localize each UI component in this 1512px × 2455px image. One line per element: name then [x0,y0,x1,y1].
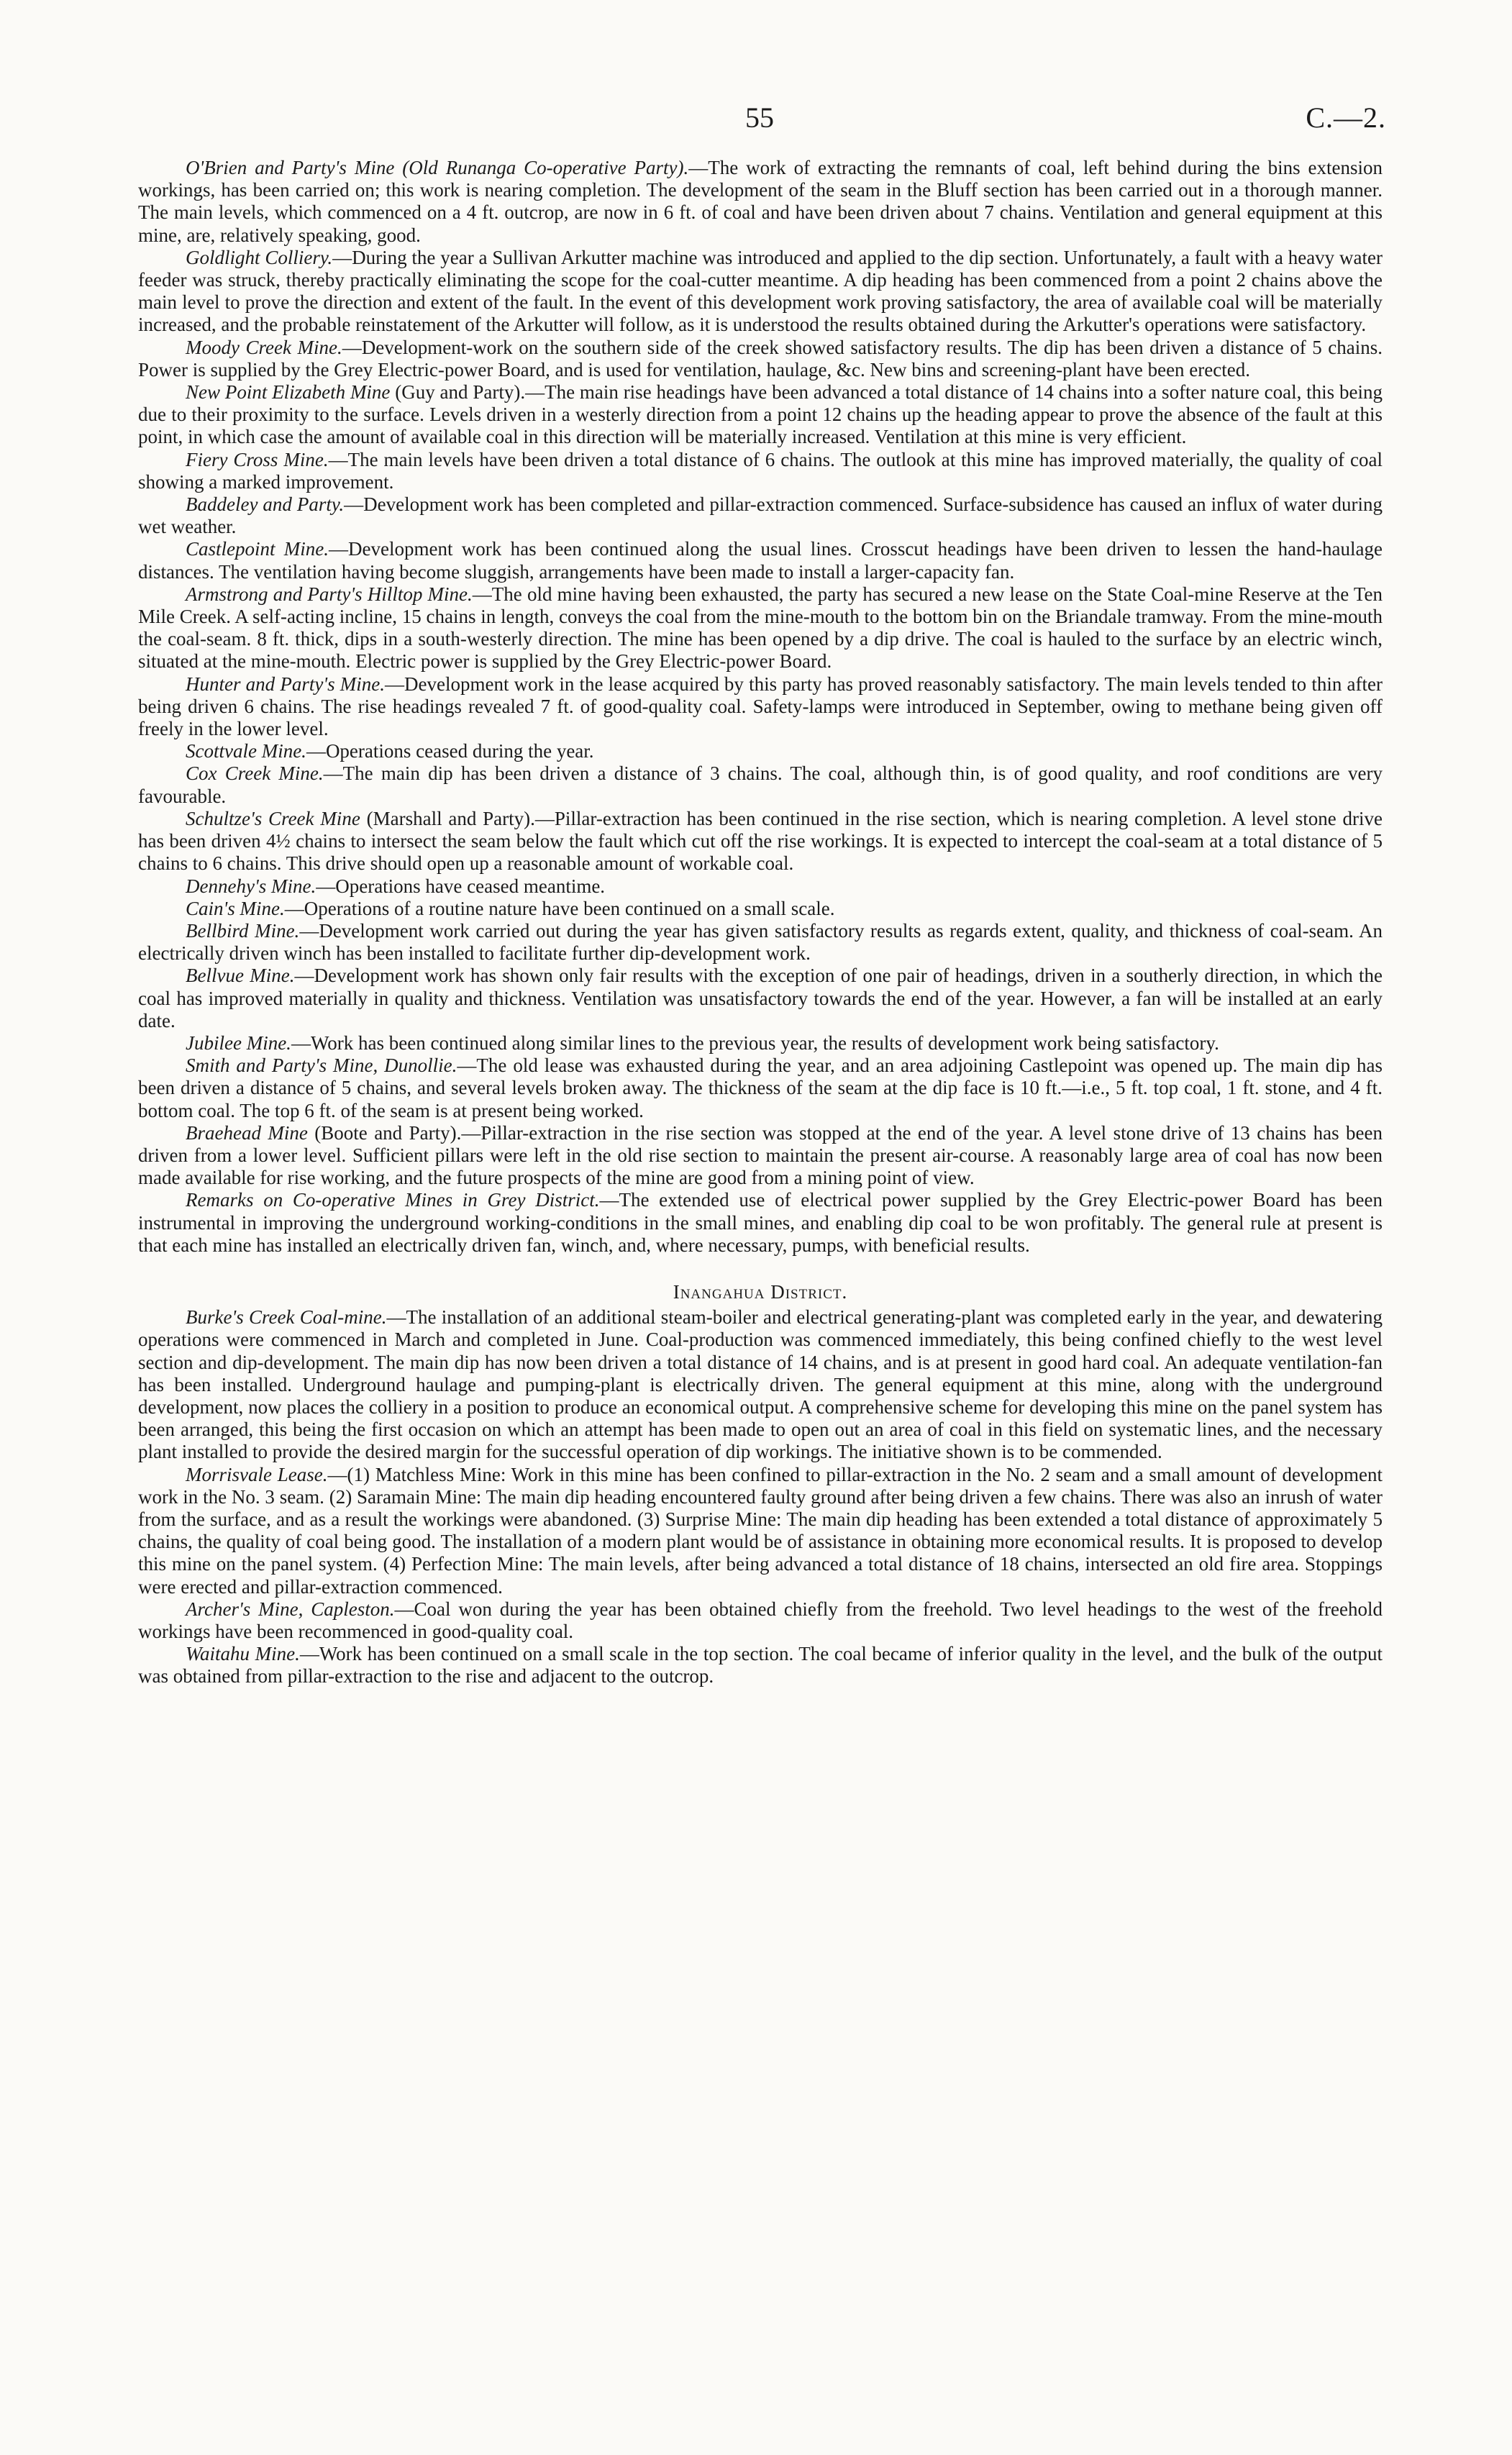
mine-report-paragraph [138,1189,1383,1257]
mine-report-paragraph [138,247,1383,337]
inangahua-district-heading: Inangahua District. [673,1280,848,1303]
mine-report-text: —Development-work on the southern side of the creek showed satisfactory results. The dip has been driven a distance of 5 chains. Power is supplied by the Grey Electric-power Board, and is used for ventilation, haulage, &c. New bins and screening-plant have been erected. [138,336,1383,381]
mine-name: Cain's Mine. [186,897,285,919]
mine-report-text: —During the year a Sullivan Arkutter machine was introduced and applied to the dip section. Unfortunately, a fault with a heavy water feeder was struck, thereby practically eliminating the scope for the coal-cutter meantime. A dip heading has been commenced from a point 2 chains above the main level to prove the direction and extent of the fault. In the event of this development work proving satisfactory, the area of available coal will be materially increased, and the probable reinstatement of the Arkutter will follow, as it is understood the results obtained during the Arkutter's operations were satisfactory. [138,246,1383,336]
mine-name: Castlepoint Mine. [186,538,329,560]
mine-name: Dennehy's Mine. [186,875,316,897]
mine-name: Goldlight Colliery. [186,246,333,268]
mine-report-text: —The installation of an additional steam-boiler and electrical generating-plant was completed early in the year, and dewatering operations were commenced in March and completed in June. Coal-production was commenced immediately, this being confined chiefly to the west level section and dip-development. The main dip has now been driven a total distance of 14 chains, and is at present in good hard coal. An adequate ventilation-fan has been installed. Underground haulage and pumping-plant is electrically driven. The general equipment at this mine, along with the underground development, now places the colliery in a position to produce an economical output. A comprehensive scheme for developing this mine on the panel system has been arranged, this being the first occasion on which an attempt has been made to open out an area of coal in this field on systematic lines, and the necessary plant installed to provide the desired margin for the successful operation of dip workings. The initiative shown is to be commended. [138,1306,1383,1463]
mine-report-text: —The old lease was exhausted during the year, and an area adjoining Castlepoint was opened up. The main dip has been driven a distance of 5 chains, and several levels broken away. The thickness of the seam at the dip face is 10 ft.—i.e., 5 ft. top coal, 1 ft. stone, and 4 ft. bottom coal. The top 6 ft. of the seam is at present being worked. [138,1055,1383,1121]
mine-report-paragraph [138,1032,1383,1055]
mine-report-text: (Guy and Party).—The main rise headings have been advanced a total distance of 14 chains into a softer nature coal, this being due to their proximity to the surface. Levels driven in a westerly direction from a point 12 chains up the heading appear to prove the absence of the fault at this point, in which case the amount of available coal in this direction will be materially increased. Ventilation at this mine is very efficient. [138,381,1383,448]
mine-name: Cox Creek Mine. [186,762,324,785]
mine-name: Bellbird Mine. [186,919,300,942]
mine-report-paragraph [138,762,1383,807]
mine-name: Fiery Cross Mine. [186,448,329,470]
mine-name: Moody Creek Mine. [186,336,342,358]
mine-report-paragraph [138,920,1383,965]
mine-name: Remarks on Co-operative Mines in Grey District. [186,1189,600,1211]
mine-report-text: —Development work has been completed and pillar-extraction commenced. Surface-subsidence has caused an influx of water during wet weather. [138,493,1383,538]
mine-name: Schultze's Creek Mine [186,807,360,829]
mine-report-paragraph [138,1598,1383,1643]
mine-report-text: —The main levels have been driven a total distance of 6 chains. The outlook at this mine has improved materially, the quality of coal showing a marked improvement. [138,448,1383,493]
mine-report-paragraph [138,157,1383,247]
mine-report-text: (Marshall and Party).—Pillar-extraction has been continued in the rise section, which is nearing completion. A level stone drive has been driven 4½ chains to intersect the seam below the fault which cut off the rise workings. It is expected to intercept the coal-seam at a total distance of 5 chains to 6 chains. This drive should open up a reasonable amount of workable coal. [138,807,1383,875]
grey-district-section [138,157,1383,1257]
mine-report-text: —The extended use of electrical power supplied by the Grey Electric-power Board has been instrumental in improving the underground working-conditions in the small mines, and enabling dip coal to be won profitably. The general rule at present is that each mine has installed an electrically driven fan, winch, and, where necessary, pumps, with beneficial results. [138,1189,1383,1256]
mine-report-paragraph [138,740,1383,762]
mine-name: Jubilee Mine. [186,1031,291,1054]
mine-name: O'Brien and Party's Mine (Old Runanga Co-operative Party). [186,157,689,178]
mine-name: Baddeley and Party. [186,493,345,516]
mine-report-paragraph [138,673,1383,741]
mine-name: Morrisvale Lease. [186,1463,328,1485]
mine-report-paragraph [138,538,1383,583]
mine-report-text: —Development work in the lease acquired by this party has proved reasonably satisfactory. The main levels tended to thin after being driven 6 chains. The rise headings revealed 7 ft. of good-quality coal. Safety-lamps were introduced in September, owing to methane being given off freely in the lower level. [138,673,1383,740]
mine-report-text: —Development work has shown only fair results with the exception of one pair of headings, driven in a southerly direction, in which the coal has improved materially in quality and thickness. Ventilation was unsatisfactory towards the end of the year. However, a fan will be installed at an early date. [138,965,1383,1031]
mine-report-paragraph [138,808,1383,875]
mine-name: New Point Elizabeth Mine [186,381,391,404]
mine-report-paragraph [138,337,1383,381]
mine-name: Armstrong and Party's Hilltop Mine. [186,583,473,605]
mine-name: Scottvale Mine. [186,740,306,762]
inangahua-district-section [138,1306,1383,1687]
mine-report-paragraph [138,493,1383,538]
mine-name: Hunter and Party's Mine. [186,673,386,695]
mine-report-paragraph [138,583,1383,673]
mine-name: Archer's Mine, Capleston. [186,1598,395,1620]
mine-report-text: —Development work has been continued along the usual lines. Crosscut headings have been driven to lessen the hand-haulage distances. The ventilation having become sluggish, arrangements have been made to install a larger-capacity fan. [138,538,1383,583]
mine-name: Smith and Party's Mine, Dunollie. [186,1055,457,1077]
mine-report-text: —The old mine having been exhausted, the party has secured a new lease on the State Coal-mine Reserve at the Ten Mile Creek. A self-acting incline, 15 chains in length, conveys the coal from the mine-mouth to the bottom bin on the Briandale tramway. From the mine-mouth the coal-seam. 8 ft. thick, dips in a south-westerly direction. The mine has been opened by a dip drive. The coal is hauled to the surface by an electric winch, situated at the mine-mouth. Electric power is supplied by the Grey Electric-power Board. [138,583,1383,673]
mine-report-text: —Coal won during the year has been obtained chiefly from the freehold. Two level headings to the west of the freehold workings have been recommenced in good-quality coal. [138,1598,1383,1642]
mine-report-paragraph [138,381,1383,449]
mine-report-paragraph [138,1464,1383,1598]
mine-report-text: —Operations have ceased meantime. [316,875,606,897]
mine-report-paragraph [138,1055,1383,1122]
mine-name: Burke's Creek Coal-mine. [186,1306,387,1329]
mine-report-paragraph [138,898,1383,920]
mine-report-paragraph [138,1643,1383,1687]
mine-report-paragraph [138,449,1383,493]
mine-report-text: —Work has been continued along similar lines to the previous year, the results of development work being satisfactory. [291,1031,1219,1054]
mine-report-paragraph [138,875,1383,898]
mine-name: Braehead Mine [186,1121,308,1144]
document-reference: C.—2. [1306,101,1386,134]
mine-report-text: —The work of extracting the remnants of coal, left behind during the bins extension workings, has been carried on; this work is nearing completion. The development of the seam in the Bluff section has been carried out in a thorough manner. The main levels, which commenced on a 4 ft. outcrop, are now in 6 ft. of coal and have been driven about 7 chains. Ventilation and general equipment at this mine, are, relatively speaking, good. [138,157,1383,246]
mine-report-paragraph [138,1122,1383,1190]
mine-report-text: —The main dip has been driven a distance of 3 chains. The coal, although thin, is of good quality, and roof conditions are very favourable. [138,762,1383,807]
page-number: 55 [745,101,774,134]
mine-report-text: —Operations of a routine nature have been continued on a small scale. [284,897,835,919]
report-body [138,157,1383,1688]
mine-report-text: —Work has been continued on a small scale in the top section. The coal became of inferior quality in the level, and the bulk of the output was obtained from pillar-extraction to the rise and adjacent to the outcrop. [138,1643,1383,1687]
mine-report-text: —Operations ceased during the year. [306,740,594,762]
mine-report-paragraph [138,1306,1383,1463]
mine-report-text: —Development work carried out during the year has given satisfactory results as regards extent, quality, and thickness of coal-seam. An electrically driven winch has been installed to facilitate further dip-development work. [138,919,1383,965]
mine-name: Waitahu Mine. [186,1643,300,1665]
mine-name: Bellvue Mine. [186,965,295,987]
mine-report-text: —(1) Matchless Mine: Work in this mine has been confined to pillar-extraction in the No. 2 seam and a small amount of development work in the No. 3 seam. (2) Saramain Mine: The main dip heading encountered faulty ground after being driven a few chains. There was also an inrush of water from the surface, and as a result the workings were abandoned. (3) Surprise Mine: The main dip heading has been extended a total distance of approximately 5 chains, the quality of coal being good. The installation of a modern plant would be of assistance in obtaining more economical results. It is proposed to develop this mine on the panel system. (4) Perfection Mine: The main levels, after being advanced a total distance of 18 chains, intersected an old fire area. Stoppings were erected and pillar-extraction commenced. [138,1463,1383,1598]
mine-report-paragraph [138,965,1383,1032]
mine-report-text: (Boote and Party).—Pillar-extraction in the rise section was stopped at the end of the year. A level stone drive of 13 chains has been driven from a lower level. Sufficient pillars were left in the old rise section to maintain the present air-course. A reasonably large area of coal has now been made available for rise working, and the future prospects of the mine are good from a mining point of view. [138,1121,1383,1189]
